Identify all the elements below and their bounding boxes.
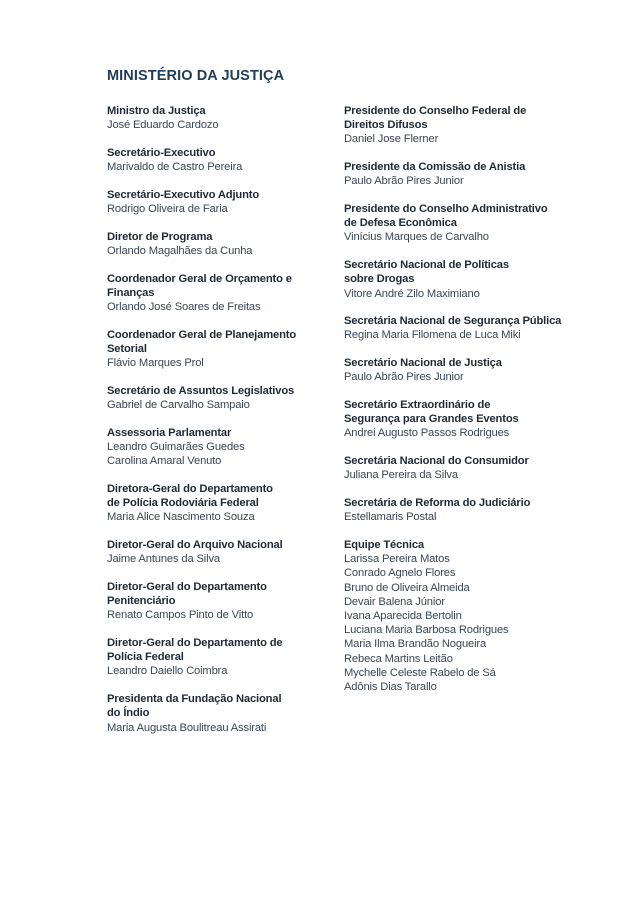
person-name: Rebeca Martins Leitão — [344, 652, 453, 665]
person-name: Maria Alice Nascimento Souza — [107, 511, 255, 524]
staff-entry — [107, 272, 312, 315]
role-title: Coordenador Geral de Planejamento — [107, 328, 297, 341]
staff-entry — [107, 538, 312, 566]
person-name: Juliana Pereira da Silva — [344, 469, 458, 482]
staff-entry — [107, 104, 312, 132]
person-name: Regina Maria Filomena de Luca Miki — [344, 329, 521, 342]
staff-entry — [107, 146, 312, 174]
staff-entry — [344, 104, 576, 147]
role-title: Secretário Nacional de Políticas — [344, 259, 509, 272]
person-name: Daniel Jose Flerner — [344, 133, 439, 146]
right-column — [344, 104, 576, 708]
staff-entry — [344, 538, 576, 694]
role-title: Diretor-Geral do Arquivo Nacional — [107, 538, 283, 551]
page-title: MINISTÉRIO DA JUSTIÇA — [107, 68, 285, 84]
staff-entry — [107, 426, 312, 469]
person-name: Rodrigo Oliveira de Faria — [107, 203, 228, 216]
staff-entry — [344, 398, 576, 441]
role-title: Polícia Federal — [107, 651, 184, 664]
role-title: Coordenador Geral de Orçamento e — [107, 272, 292, 285]
role-title: Diretor-Geral do Departamento de — [107, 636, 283, 649]
role-title: de Polícia Rodoviária Federal — [107, 497, 259, 510]
person-name: Jaime Antunes da Silva — [107, 553, 220, 566]
role-title: Equipe Técnica — [344, 538, 424, 551]
staff-entry — [107, 636, 312, 679]
person-name: Bruno de Oliveira Almeida — [344, 581, 470, 594]
person-name: Leandro Guimarães Guedes — [107, 440, 245, 453]
role-title: Presidenta da Fundação Nacional — [107, 693, 282, 706]
staff-entry — [107, 482, 312, 525]
role-title: Secretário-Executivo — [107, 146, 216, 159]
role-title: Setorial — [107, 342, 147, 355]
person-name: Estellamaris Postal — [344, 511, 437, 524]
staff-entry — [344, 356, 576, 384]
person-name: Andrei Augusto Passos Rodrigues — [344, 427, 510, 440]
role-title: Ministro da Justiça — [107, 105, 206, 117]
role-title: de Defesa Econômica — [344, 217, 457, 230]
person-name: Orlando José Soares de Freitas — [107, 301, 261, 314]
role-title: Secretária Nacional do Consumidor — [344, 455, 529, 468]
person-name: Ivana Aparecida Bertolin — [344, 609, 462, 622]
staff-entry — [344, 258, 576, 301]
person-name: Carolina Amaral Venuto — [107, 455, 222, 468]
role-title: Secretário de Assuntos Legislativos — [107, 384, 295, 397]
role-title: Secretário Extraordinário de — [344, 399, 491, 412]
role-title: Secretário-Executivo Adjunto — [107, 188, 260, 201]
person-name: Vinícius Marques de Carvalho — [344, 231, 489, 244]
staff-entry — [107, 188, 312, 216]
person-name: Paulo Abrão Pires Junior — [344, 371, 464, 384]
staff-entry — [107, 384, 312, 412]
person-name: Devair Balena Júnior — [344, 595, 445, 608]
role-title: Secretária Nacional de Segurança Pública — [344, 315, 562, 328]
role-title: Finanças — [107, 286, 155, 299]
role-title: Diretora-Geral do Departamento — [107, 482, 273, 495]
role-title: Secretária de Reforma do Judiciário — [344, 497, 531, 510]
person-name: Gabriel de Carvalho Sampaio — [107, 399, 250, 412]
person-name: Conrado Agnelo Flores — [344, 567, 456, 580]
staff-entry — [107, 580, 312, 623]
person-name: Orlando Magalhães da Cunha — [107, 244, 253, 257]
role-title: Assessoria Parlamentar — [107, 426, 232, 439]
role-title: Direitos Difusos — [344, 119, 428, 132]
person-name: Mychelle Celeste Rabelo de Sá — [344, 666, 496, 679]
role-title: Presidente da Comissão de Anistia — [344, 161, 526, 174]
role-title: sobre Drogas — [344, 273, 415, 286]
role-title: Diretor-Geral do Departamento — [107, 580, 267, 593]
role-title: Secretário Nacional de Justiça — [344, 357, 502, 370]
staff-entry — [344, 496, 576, 524]
staff-entry — [344, 314, 576, 342]
role-title: Segurança para Grandes Eventos — [344, 413, 519, 426]
person-name: Marivaldo de Castro Pereira — [107, 161, 243, 174]
role-title: do Índio — [107, 707, 150, 720]
role-title: Presidente do Conselho Federal de — [344, 105, 527, 117]
person-name: Renato Campos Pinto de Vitto — [107, 609, 254, 622]
role-title: Penitenciário — [107, 595, 176, 608]
left-column — [107, 104, 312, 748]
staff-entry — [107, 692, 312, 735]
staff-entry — [344, 202, 576, 245]
person-name: Maria Ilma Brandão Nogueira — [344, 638, 487, 651]
staff-entry — [107, 230, 312, 258]
person-name: Adônis Dias Tarallo — [344, 681, 437, 693]
role-title: Presidente do Conselho Administrativo — [344, 203, 548, 216]
person-name: José Eduardo Cardozo — [107, 119, 219, 132]
role-title: Diretor de Programa — [107, 230, 213, 243]
person-name: Larissa Pereira Matos — [344, 553, 450, 566]
person-name: Flávio Marques Prol — [107, 357, 204, 370]
person-name: Leandro Daiello Coimbra — [107, 665, 228, 678]
staff-entry — [107, 328, 312, 371]
person-name: Vitore André Zilo Maximiano — [344, 287, 480, 300]
staff-entry — [344, 454, 576, 482]
staff-entry — [344, 160, 576, 188]
person-name: Paulo Abrão Pires Junior — [344, 175, 464, 188]
person-name: Luciana Maria Barbosa Rodrigues — [344, 624, 509, 637]
person-name: Maria Augusta Boulitreau Assirati — [107, 721, 267, 734]
